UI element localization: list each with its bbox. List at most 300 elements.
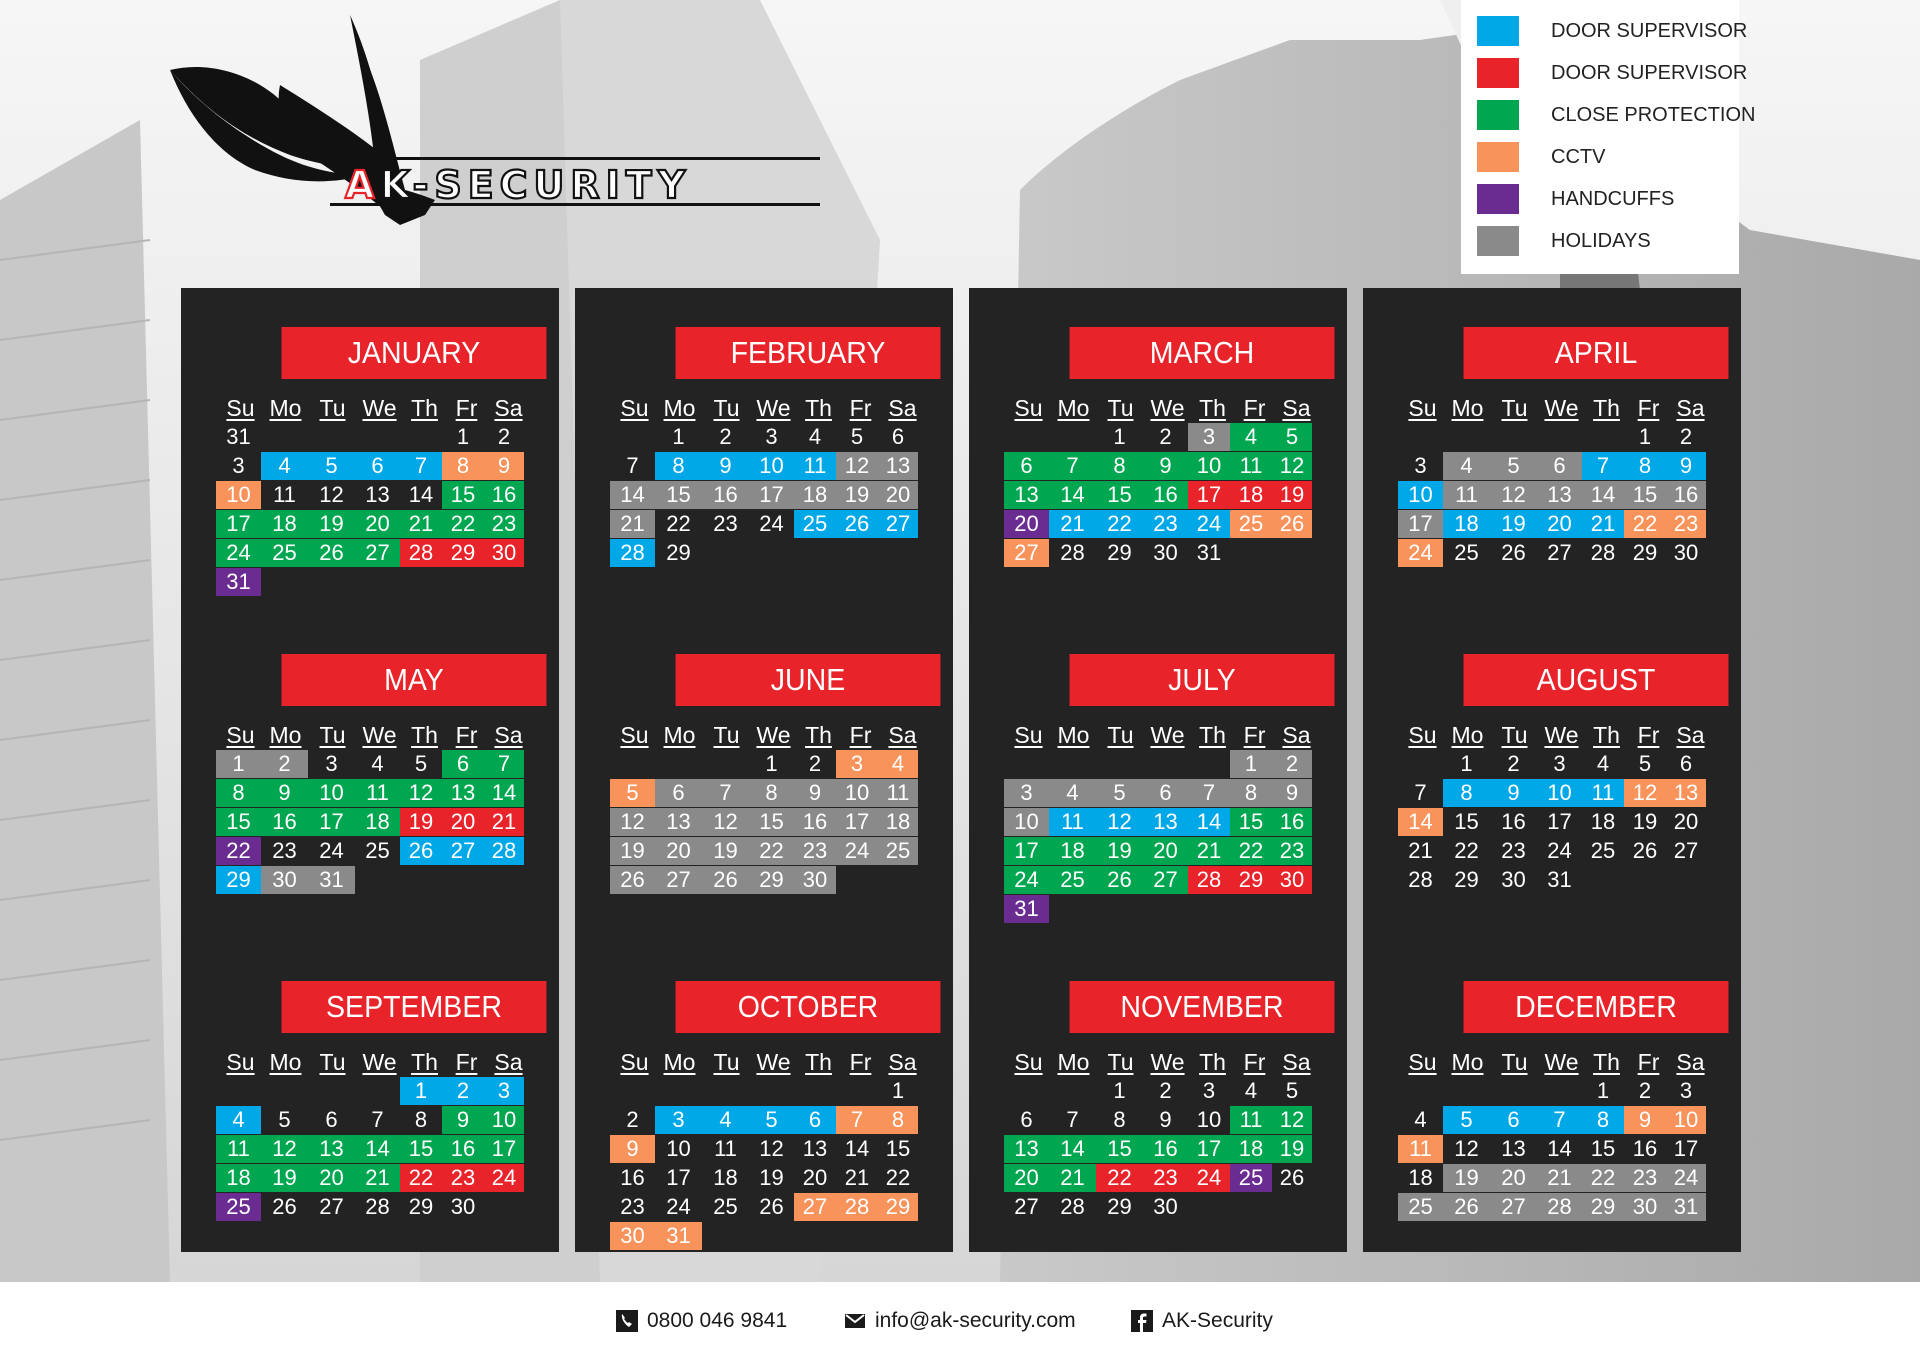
calendar-day: 17 — [484, 1135, 524, 1163]
calendar-day: 26 — [1272, 510, 1312, 538]
calendar-day: 17 — [1673, 1136, 1699, 1161]
calendar-day: 6 — [1490, 1106, 1537, 1134]
calendar-day: 1 — [1596, 1078, 1610, 1103]
calendar-day: 12 — [1624, 779, 1666, 807]
weekday-header: We — [1544, 395, 1579, 421]
calendar-day: 13 — [442, 779, 484, 807]
calendar-day: 28 — [1060, 540, 1085, 565]
calendar-day: 26 — [1096, 866, 1143, 894]
weekday-header: Sa — [888, 722, 917, 748]
calendar-day: 16 — [484, 481, 524, 509]
weekday-header: We — [1544, 1049, 1579, 1075]
calendar-day: 19 — [759, 1165, 784, 1190]
calendar-day: 30 — [450, 1194, 476, 1219]
calendar-day: 5 — [308, 452, 355, 480]
calendar-day: 7 — [626, 453, 639, 478]
calendar-day: 5 — [414, 751, 428, 776]
calendar-day: 10 — [484, 1106, 524, 1134]
weekday-header: Sa — [888, 395, 917, 421]
calendar-day: 6 — [891, 424, 905, 449]
calendar-day: 21 — [1188, 837, 1230, 865]
calendar-day: 19 — [308, 510, 355, 538]
calendar-day: 4 — [216, 1106, 261, 1134]
weekday-header: Su — [1408, 722, 1437, 748]
calendar-day: 26 — [308, 539, 355, 567]
weekday-header: Th — [411, 722, 438, 748]
calendar-day: 8 — [655, 452, 702, 480]
calendar-day: 24 — [1547, 838, 1572, 863]
weekday-header: We — [1544, 722, 1579, 748]
calendar-day: 29 — [749, 866, 794, 894]
calendar-day: 22 — [1454, 838, 1479, 863]
calendar-day: 27 — [442, 837, 484, 865]
calendar-day: 15 — [442, 481, 484, 509]
calendar-day: 27 — [794, 1193, 836, 1221]
calendar-day: 10 — [1537, 779, 1582, 807]
calendar-day: 16 — [702, 481, 749, 509]
calendar-day: 28 — [1188, 866, 1230, 894]
weekday-header: Sa — [1282, 722, 1311, 748]
calendar-day: 12 — [836, 452, 878, 480]
calendar-day: 19 — [836, 481, 878, 509]
calendar-day: 12 — [261, 1135, 308, 1163]
weekday-header: Mo — [1451, 1049, 1484, 1075]
calendar-day: 11 — [1230, 452, 1272, 480]
calendar-day: 9 — [484, 452, 524, 480]
calendar-day: 8 — [878, 1106, 918, 1134]
calendar-day: 11 — [1049, 808, 1096, 836]
calendar-day: 4 — [1049, 779, 1096, 807]
calendar-day: 22 — [216, 837, 261, 865]
calendar-day: 2 — [1159, 424, 1172, 449]
calendar-day: 17 — [749, 481, 794, 509]
calendar-day: 30 — [484, 539, 524, 567]
calendar-day: 6 — [1679, 751, 1693, 776]
month-title: SEPTEMBER — [282, 981, 547, 1033]
month-title: OCTOBER — [676, 981, 941, 1033]
weekday-header: Mo — [269, 722, 302, 748]
phone-icon — [616, 1310, 638, 1332]
calendar-day: 25 — [1590, 838, 1616, 863]
calendar-day: 15 — [1624, 481, 1666, 509]
calendar-day: 17 — [216, 510, 261, 538]
calendar-day: 14 — [355, 1135, 400, 1163]
calendar-day: 26 — [1279, 1165, 1305, 1190]
legend-label: HOLIDAYS — [1551, 230, 1651, 252]
calendar-day: 29 — [408, 1194, 434, 1219]
month-title: DECEMBER — [1464, 981, 1729, 1033]
month-title: APRIL — [1464, 327, 1729, 379]
weekday-header: Mo — [663, 395, 696, 421]
calendar-day: 2 — [626, 1107, 639, 1132]
weekday-header: Tu — [319, 722, 346, 748]
calendar-day: 5 — [1096, 779, 1143, 807]
weekday-header: Sa — [888, 1049, 917, 1075]
calendar-day: 1 — [1230, 750, 1272, 778]
calendar-day: 22 — [1582, 1164, 1624, 1192]
calendar-day: 6 — [655, 779, 702, 807]
calendar-day: 23 — [1624, 1164, 1666, 1192]
calendar-day: 29 — [1107, 540, 1132, 565]
calendar-day: 25 — [1049, 866, 1096, 894]
calendar-day: 1 — [1460, 751, 1473, 776]
calendar-day: 30 — [610, 1222, 655, 1250]
calendar-day: 1 — [456, 424, 470, 449]
calendar-day: 27 — [1547, 540, 1572, 565]
calendar-day: 2 — [1507, 751, 1520, 776]
calendar-day: 23 — [1143, 510, 1188, 538]
month-title: NOVEMBER — [1070, 981, 1335, 1033]
calendar-day: 4 — [1244, 1078, 1258, 1103]
calendar-day: 22 — [1096, 510, 1143, 538]
weekday-header: We — [756, 722, 791, 748]
month-january — [226, 327, 558, 594]
calendar-day: 22 — [400, 1164, 442, 1192]
calendar-day: 12 — [1272, 1106, 1312, 1134]
calendar-day: 20 — [1004, 510, 1049, 538]
calendar-day: 7 — [1414, 780, 1427, 805]
calendar-day: 18 — [1408, 1165, 1433, 1190]
weekday-header: Su — [1014, 1049, 1043, 1075]
calendar-day: 17 — [1004, 837, 1049, 865]
calendar-day: 18 — [1049, 837, 1096, 865]
weekday-header: Fr — [1243, 722, 1266, 748]
weekday-header: Su — [620, 1049, 649, 1075]
weekday-header: Fr — [455, 722, 478, 748]
calendar-day: 9 — [261, 779, 308, 807]
calendar-day: 15 — [1096, 1135, 1143, 1163]
calendar-day: 11 — [1398, 1135, 1443, 1163]
calendar-day: 11 — [1443, 481, 1490, 509]
calendar-day: 16 — [1666, 481, 1706, 509]
calendar-day: 27 — [655, 866, 702, 894]
calendar-day: 23 — [1272, 837, 1312, 865]
calendar-day: 26 — [1501, 540, 1526, 565]
calendar-day: 18 — [1230, 1135, 1272, 1163]
calendar-day: 25 — [1230, 510, 1272, 538]
calendar-day: 24 — [216, 539, 261, 567]
calendar-day: 24 — [1004, 866, 1049, 894]
weekday-header: Mo — [1057, 395, 1090, 421]
calendar-day: 29 — [666, 540, 691, 565]
calendar-day: 24 — [1666, 1164, 1706, 1192]
weekday-header: We — [756, 395, 791, 421]
month-february — [620, 327, 952, 565]
legend-label: CLOSE PROTECTION — [1551, 104, 1756, 126]
weekday-header: Th — [411, 395, 438, 421]
calendar-day: 27 — [878, 510, 918, 538]
calendar-day: 27 — [355, 539, 400, 567]
calendar-day: 8 — [414, 1107, 428, 1132]
calendar-day: 28 — [1590, 540, 1616, 565]
calendar-day: 16 — [442, 1135, 484, 1163]
calendar-day: 8 — [1096, 452, 1143, 480]
weekday-header: Su — [620, 395, 649, 421]
calendar-day: 25 — [878, 837, 918, 865]
calendar-day: 1 — [765, 751, 778, 776]
calendar-day: 2 — [1159, 1078, 1172, 1103]
legend-swatch — [1477, 100, 1519, 130]
weekday-header: Fr — [849, 1049, 872, 1075]
calendar-day: 30 — [1153, 1194, 1178, 1219]
calendar-day: 31 — [226, 424, 251, 449]
weekday-header: Sa — [494, 722, 523, 748]
calendar-day: 23 — [1501, 838, 1526, 863]
weekday-header: Su — [226, 395, 255, 421]
calendar-day: 3 — [655, 1106, 702, 1134]
calendar-day: 12 — [1272, 452, 1312, 480]
calendar-day: 18 — [355, 808, 400, 836]
calendar-day: 14 — [1547, 1136, 1572, 1161]
calendar-day: 20 — [1490, 1164, 1537, 1192]
calendar-day: 26 — [400, 837, 442, 865]
calendar-day: 14 — [1398, 808, 1443, 836]
calendar-day: 28 — [484, 837, 524, 865]
calendar-day: 12 — [1096, 808, 1143, 836]
calendar-day: 11 — [273, 482, 296, 507]
weekday-header: Tu — [1107, 1049, 1134, 1075]
weekday-header: Su — [1408, 395, 1437, 421]
calendar-day: 7 — [1537, 1106, 1582, 1134]
weekday-header: Tu — [319, 395, 346, 421]
calendar-day: 19 — [1272, 1135, 1312, 1163]
calendar-day: 4 — [878, 750, 918, 778]
calendar-day: 8 — [749, 779, 794, 807]
month-title: AUGUST — [1464, 654, 1729, 706]
calendar-day: 10 — [749, 452, 794, 480]
month-title: FEBRUARY — [676, 327, 941, 379]
calendar-day: 16 — [794, 808, 836, 836]
calendar-day: 11 — [714, 1136, 737, 1161]
calendar-day: 31 — [1547, 867, 1572, 892]
calendar-day: 12 — [400, 779, 442, 807]
weekday-header: Mo — [269, 395, 302, 421]
weekday-header: Mo — [1451, 722, 1484, 748]
weekday-header: Fr — [1243, 395, 1266, 421]
calendar-day: 24 — [666, 1194, 691, 1219]
calendar-day: 3 — [484, 1077, 524, 1105]
calendar-day: 25 — [365, 838, 390, 863]
calendar-day: 8 — [1624, 452, 1666, 480]
calendar-day: 7 — [371, 1107, 384, 1132]
legend-item — [1477, 184, 1732, 214]
calendar-day: 20 — [1537, 510, 1582, 538]
weekday-header: Su — [620, 722, 649, 748]
weekday-header: Tu — [1501, 1049, 1528, 1075]
calendar-day: 16 — [620, 1165, 645, 1190]
calendar-day: 1 — [400, 1077, 442, 1105]
calendar-day: 22 — [749, 837, 794, 865]
calendar-day: 13 — [308, 1135, 355, 1163]
calendar-day: 25 — [216, 1193, 261, 1221]
calendar-day: 13 — [1143, 808, 1188, 836]
legend-swatch — [1477, 58, 1519, 88]
calendar-day: 5 — [1490, 452, 1537, 480]
month-july — [1014, 654, 1346, 921]
calendar-day: 26 — [759, 1194, 784, 1219]
calendar-day: 15 — [1230, 808, 1272, 836]
weekday-header: Mo — [269, 1049, 302, 1075]
calendar-day: 22 — [1230, 837, 1272, 865]
calendar-day: 20 — [1673, 809, 1699, 834]
calendar-day: 2 — [1679, 424, 1693, 449]
calendar-day: 29 — [878, 1193, 918, 1221]
calendar-day: 21 — [1582, 510, 1624, 538]
calendar-day: 21 — [844, 1165, 870, 1190]
calendar-day: 10 — [216, 481, 261, 509]
calendar-day: 22 — [666, 511, 691, 536]
calendar-day: 23 — [794, 837, 836, 865]
calendar-day: 27 — [1004, 539, 1049, 567]
calendar-day: 10 — [1398, 481, 1443, 509]
calendar-day: 19 — [400, 808, 442, 836]
calendar-day: 12 — [610, 808, 655, 836]
footer-phone[interactable] — [616, 1308, 787, 1334]
weekday-header: Mo — [1057, 722, 1090, 748]
calendar-day: 27 — [1014, 1194, 1039, 1219]
calendar-day: 6 — [1537, 452, 1582, 480]
calendar-day: 2 — [497, 424, 511, 449]
month-june — [620, 654, 952, 892]
calendar-day: 12 — [1490, 481, 1537, 509]
calendar-day: 3 — [1004, 779, 1049, 807]
calendar-day: 6 — [1143, 779, 1188, 807]
calendar-day: 16 — [1501, 809, 1526, 834]
calendar-day: 18 — [794, 481, 836, 509]
calendar-day: 31 — [308, 866, 355, 894]
calendar-day: 11 — [1230, 1106, 1272, 1134]
calendar-day: 6 — [794, 1106, 836, 1134]
calendar-day: 21 — [484, 808, 524, 836]
calendar-day: 4 — [261, 452, 308, 480]
calendar-day: 23 — [1666, 510, 1706, 538]
footer-facebook[interactable] — [1131, 1308, 1273, 1334]
calendar-day: 6 — [355, 452, 400, 480]
calendar-day: 2 — [261, 750, 308, 778]
calendar-day: 16 — [1143, 481, 1188, 509]
footer-email[interactable] — [844, 1308, 1076, 1334]
calendar-day: 5 — [1443, 1106, 1490, 1134]
legend-item — [1477, 16, 1748, 46]
calendar-day: 25 — [261, 539, 308, 567]
calendar-day: 26 — [1443, 1193, 1490, 1221]
phone-text: 0800 046 9841 — [647, 1309, 788, 1332]
calendar-day: 18 — [878, 808, 918, 836]
month-title: MAY — [282, 654, 547, 706]
calendar-day: 16 — [261, 808, 308, 836]
calendar-day: 9 — [1666, 452, 1706, 480]
weekday-header: Fr — [1637, 722, 1660, 748]
calendar-day: 7 — [400, 452, 442, 480]
calendar-day: 24 — [1188, 1164, 1230, 1192]
calendar-day: 1 — [891, 1078, 905, 1103]
calendar-day: 9 — [610, 1135, 655, 1163]
calendar-day: 29 — [1230, 866, 1272, 894]
calendar-day: 8 — [1582, 1106, 1624, 1134]
calendar-day: 2 — [808, 751, 822, 776]
calendar-day: 4 — [1414, 1107, 1427, 1132]
calendar-day: 24 — [759, 511, 784, 536]
weekday-header: We — [1150, 722, 1185, 748]
calendar-day: 24 — [1398, 539, 1443, 567]
weekday-header: Su — [226, 722, 255, 748]
calendar-day: 22 — [1624, 510, 1666, 538]
calendar-day: 10 — [836, 779, 878, 807]
eagle-logo-graphic — [170, 15, 830, 245]
weekday-header: Tu — [1501, 395, 1528, 421]
calendar-day: 7 — [484, 750, 524, 778]
calendar-day: 14 — [1049, 1135, 1096, 1163]
calendar-day: 3 — [325, 751, 338, 776]
calendar-day: 22 — [442, 510, 484, 538]
weekday-header: Fr — [849, 395, 872, 421]
calendar-day: 4 — [702, 1106, 749, 1134]
month-september — [226, 981, 558, 1219]
calendar-day: 17 — [1398, 510, 1443, 538]
calendar-day: 5 — [278, 1107, 291, 1132]
facebook-icon — [1131, 1310, 1153, 1332]
month-december — [1408, 981, 1740, 1219]
calendar-day: 30 — [1272, 866, 1312, 894]
month-august — [1408, 654, 1740, 892]
calendar-day: 31 — [1004, 895, 1049, 923]
calendar-day: 3 — [1679, 1078, 1693, 1103]
calendar-day: 18 — [1590, 809, 1616, 834]
weekday-header: Sa — [1282, 395, 1311, 421]
calendar-day: 11 — [355, 779, 400, 807]
calendar-day: 11 — [216, 1135, 261, 1163]
calendar-day: 30 — [1673, 540, 1699, 565]
calendar-day: 10 — [1666, 1106, 1706, 1134]
weekday-header: Fr — [1243, 1049, 1266, 1075]
calendar-day: 20 — [1143, 837, 1188, 865]
calendar-day: 8 — [442, 452, 484, 480]
calendar-day: 5 — [610, 779, 655, 807]
calendar-day: 14 — [408, 482, 434, 507]
calendar-day: 8 — [1230, 779, 1272, 807]
calendar-day: 19 — [610, 837, 655, 865]
calendar-day: 21 — [355, 1164, 400, 1192]
calendar-day: 15 — [885, 1136, 911, 1161]
calendar-day: 26 — [836, 510, 878, 538]
calendar-day: 17 — [308, 808, 355, 836]
calendar-day: 15 — [216, 808, 261, 836]
calendar-day: 8 — [1443, 779, 1490, 807]
calendar-day: 26 — [272, 1194, 297, 1219]
calendar-day: 1 — [1113, 424, 1126, 449]
weekday-header: Mo — [1451, 395, 1484, 421]
calendar-day: 21 — [1537, 1164, 1582, 1192]
calendar-day: 19 — [1632, 809, 1658, 834]
weekday-header: We — [1150, 395, 1185, 421]
calendar-day: 17 — [666, 1165, 691, 1190]
calendar-day: 9 — [1490, 779, 1537, 807]
brand-logo — [170, 15, 830, 245]
calendar-day: 15 — [1454, 809, 1479, 834]
calendar-day: 13 — [1004, 1135, 1049, 1163]
calendar-day: 1 — [672, 424, 685, 449]
calendar-day: 23 — [1143, 1164, 1188, 1192]
calendar-day: 29 — [1632, 540, 1658, 565]
weekday-header: Th — [1199, 1049, 1226, 1075]
calendar-day: 3 — [765, 424, 778, 449]
calendar-day: 27 — [1143, 866, 1188, 894]
weekday-header: Mo — [1057, 1049, 1090, 1075]
calendar-day: 24 — [484, 1164, 524, 1192]
calendar-day: 23 — [484, 510, 524, 538]
calendar-day: 4 — [371, 751, 384, 776]
calendar-day: 30 — [1624, 1193, 1666, 1221]
